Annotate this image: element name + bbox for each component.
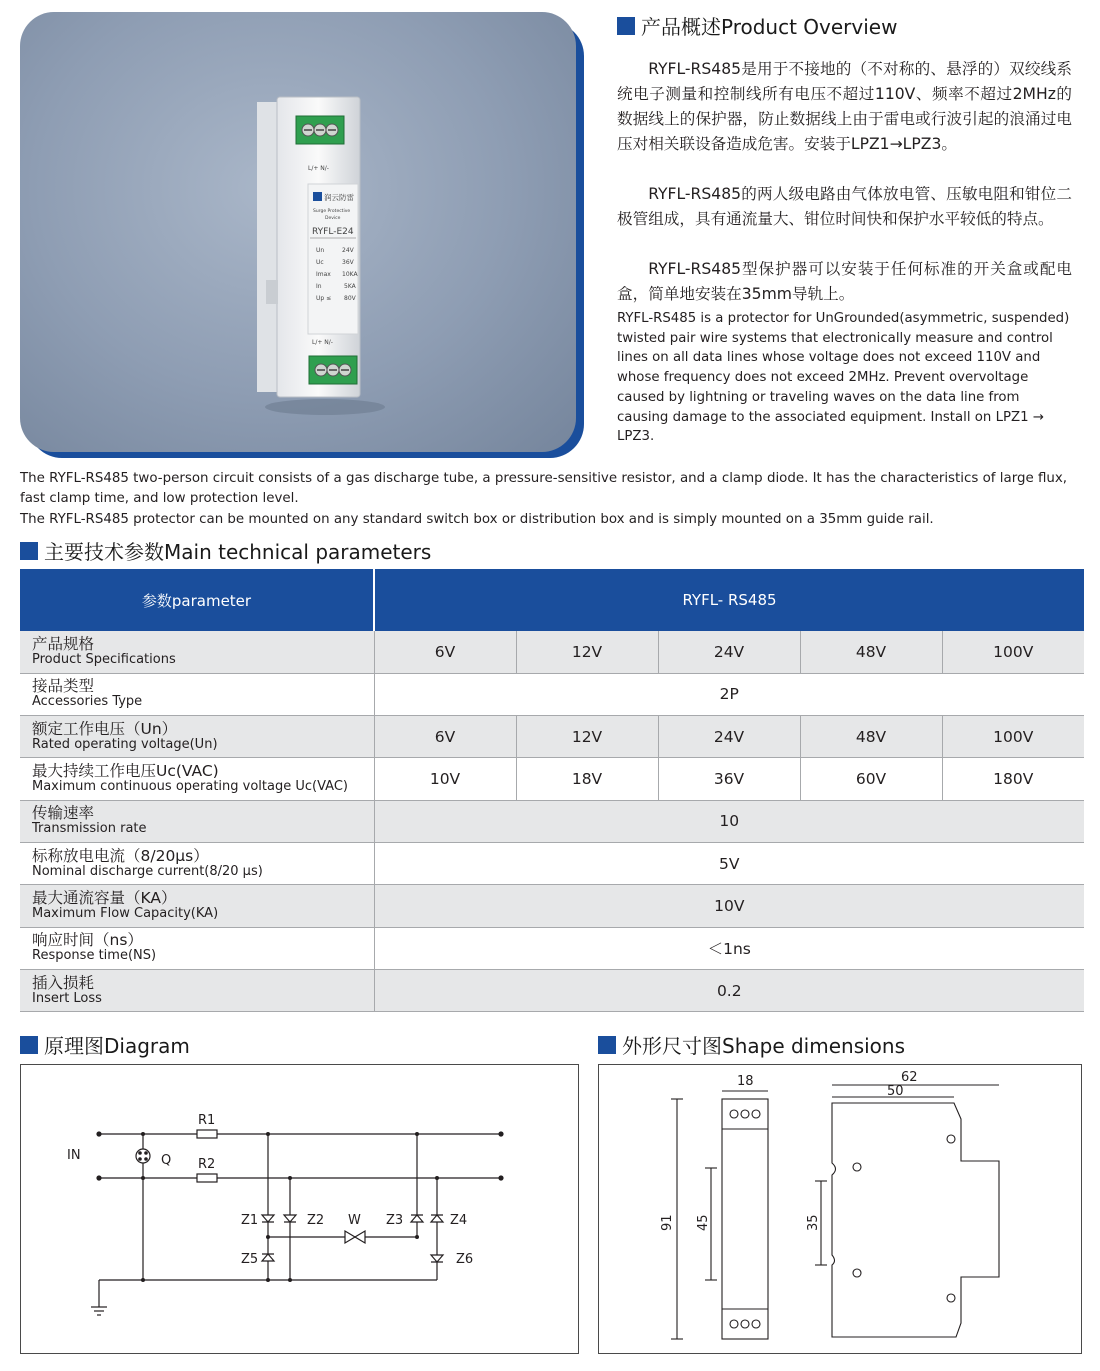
params-heading: 主要技术参数Main technical parameters bbox=[20, 536, 431, 565]
heading-marker bbox=[598, 1036, 616, 1054]
header-model: RYFL- RS485 bbox=[374, 569, 1084, 631]
table-row bbox=[20, 927, 1084, 969]
table-row bbox=[20, 969, 1084, 1011]
heading-marker bbox=[20, 542, 38, 560]
table-cell: 5V bbox=[374, 842, 1084, 884]
table-header bbox=[20, 569, 1084, 631]
table-cell: 10 bbox=[374, 800, 1084, 842]
parameter-table bbox=[20, 569, 1084, 1012]
svg-text:In: In bbox=[316, 283, 322, 290]
label-z5: Z5 bbox=[241, 1252, 259, 1267]
circuit-diagram bbox=[20, 1064, 579, 1354]
row-label: 标称放电电流（8/20μs） Nominal discharge current(8/20 μs) bbox=[20, 842, 374, 884]
svg-text:Surge Protective: Surge Protective bbox=[313, 209, 351, 214]
svg-text:Device: Device bbox=[325, 216, 341, 221]
table-cell: 10V bbox=[374, 885, 1084, 927]
svg-text:24V: 24V bbox=[342, 247, 354, 254]
label-q: Q bbox=[161, 1153, 172, 1168]
product-photo bbox=[20, 12, 576, 452]
surge-protector-device bbox=[257, 97, 360, 397]
dim-width-inner: 50 bbox=[887, 1084, 904, 1099]
svg-text:36V: 36V bbox=[342, 259, 354, 266]
table-cell: 100V bbox=[942, 716, 1084, 758]
table-row bbox=[20, 673, 1084, 715]
table-row bbox=[20, 758, 1084, 800]
overview-heading: 产品概述Product Overview bbox=[617, 11, 897, 40]
table-row bbox=[20, 631, 1084, 673]
table-cell: ＜1ns bbox=[374, 927, 1084, 969]
table-cell: 100V bbox=[942, 631, 1084, 673]
table-cell: 36V bbox=[658, 758, 800, 800]
heading-marker bbox=[617, 17, 635, 35]
header-parameter: 参数parameter bbox=[20, 569, 374, 631]
label-r1: R1 bbox=[198, 1113, 216, 1128]
row-label: 最大持续工作电压Uc(VAC) Maximum continuous operating voltage Uc(VAC) bbox=[20, 758, 374, 800]
row-label: 产品规格 Product Specifications bbox=[20, 631, 374, 673]
row-label: 插入损耗 Insert Loss bbox=[20, 969, 374, 1011]
table-cell: 48V bbox=[800, 716, 942, 758]
row-label: 响应时间（ns） Response time(NS) bbox=[20, 927, 374, 969]
svg-text:80V: 80V bbox=[344, 295, 356, 302]
table-cell: 2P bbox=[374, 673, 1084, 715]
table-cell: 12V bbox=[516, 716, 658, 758]
overview-en-paragraph-2: The RYFL-RS485 two-person circuit consists of a gas discharge tube, a pressure-sensitive resistor, and a clamp diode. It has the characteristics of large flux, fast clamp time, and low protection level. bbox=[20, 471, 1068, 506]
table-cell: 24V bbox=[658, 631, 800, 673]
label-z4: Z4 bbox=[450, 1213, 468, 1228]
overview-en-paragraph-3: The RYFL-RS485 protector can be mounted on any standard switch box or distribution box and is simply mounted on a 35mm guide rail. bbox=[20, 512, 934, 527]
label-r2: R2 bbox=[198, 1157, 216, 1172]
overview-en-paragraph-1: RYFL-RS485 is a protector for UnGrounded(asymmetric, suspended) twisted pair wire systems that electronically measure and control lines on all data lines whose voltage does not exceed 110V and whose frequency does not exceed 2MHz. Prevent overvoltage caused by lightning or traveling waves on the data line from causing damage to the associated equipment. Install on LPZ1 → LPZ3. bbox=[617, 311, 1070, 445]
table-cell: 180V bbox=[942, 758, 1084, 800]
svg-text:10KA: 10KA bbox=[342, 271, 358, 278]
dim-height-mid: 45 bbox=[696, 1214, 711, 1231]
svg-text:润云防雷: 润云防雷 bbox=[324, 193, 354, 202]
label-z3: Z3 bbox=[386, 1213, 404, 1228]
diagram-heading: 原理图Diagram bbox=[20, 1030, 190, 1059]
table-row bbox=[20, 800, 1084, 842]
svg-text:RYFL-E24: RYFL-E24 bbox=[312, 227, 354, 237]
label-w: W bbox=[348, 1213, 361, 1228]
table-cell: 48V bbox=[800, 631, 942, 673]
label-z6: Z6 bbox=[456, 1252, 474, 1267]
dim-width-front: 18 bbox=[737, 1074, 754, 1089]
dim-height-total: 91 bbox=[660, 1214, 675, 1231]
svg-text:5KA: 5KA bbox=[344, 283, 356, 290]
svg-text:L/+ N/-: L/+ N/- bbox=[312, 339, 333, 346]
dim-rail: 35 bbox=[806, 1214, 821, 1231]
table-row bbox=[20, 885, 1084, 927]
row-label: 传输速率 Transmission rate bbox=[20, 800, 374, 842]
dim-width-side: 62 bbox=[901, 1070, 918, 1085]
svg-text:Un: Un bbox=[316, 247, 325, 254]
table-cell: 12V bbox=[516, 631, 658, 673]
overview-zh-paragraph-3: RYFL-RS485型保护器可以安装于任何标准的开关盒或配电盒，简单地安装在35mm导轨上。 bbox=[617, 260, 1072, 303]
overview-zh-paragraph-2: RYFL-RS485的两人级电路由气体放电管、压敏电阻和钳位二极管组成，具有通流量大、钳位时间快和保护水平较低的特点。 bbox=[617, 185, 1072, 228]
label-z2: Z2 bbox=[307, 1213, 325, 1228]
row-label: 额定工作电压（Un） Rated operating voltage(Un) bbox=[20, 716, 374, 758]
svg-text:Up ≤: Up ≤ bbox=[316, 295, 332, 302]
table-cell: 18V bbox=[516, 758, 658, 800]
table-cell: 10V bbox=[374, 758, 516, 800]
label-in: IN bbox=[67, 1148, 81, 1163]
svg-text:Uc: Uc bbox=[316, 259, 324, 266]
table-cell: 6V bbox=[374, 716, 516, 758]
svg-text:Imax: Imax bbox=[316, 271, 331, 278]
table-cell: 60V bbox=[800, 758, 942, 800]
table-row bbox=[20, 842, 1084, 884]
svg-text:L/+ N/-: L/+ N/- bbox=[308, 165, 329, 172]
heading-marker bbox=[20, 1036, 38, 1054]
shape-dimensions-drawing bbox=[598, 1064, 1082, 1354]
label-z1: Z1 bbox=[241, 1213, 259, 1228]
table-cell: 6V bbox=[374, 631, 516, 673]
table-cell: 0.2 bbox=[374, 969, 1084, 1011]
table-cell: 24V bbox=[658, 716, 800, 758]
shape-heading: 外形尺寸图Shape dimensions bbox=[598, 1030, 905, 1059]
overview-zh-paragraph-1: RYFL-RS485是用于不接地的（不对称的、悬浮的）双绞线系统电子测量和控制线所有电压不超过110V、频率不超过2MHz的数据线上的保护器，防止数据线上由于雷电或行波引起的浪涌过电压对相关联设备造成危害。安装于LPZ1→LPZ3。 bbox=[617, 60, 1072, 153]
row-label: 接品类型 Accessories Type bbox=[20, 673, 374, 715]
table-row bbox=[20, 716, 1084, 758]
row-label: 最大通流容量（KA） Maximum Flow Capacity(KA) bbox=[20, 885, 374, 927]
